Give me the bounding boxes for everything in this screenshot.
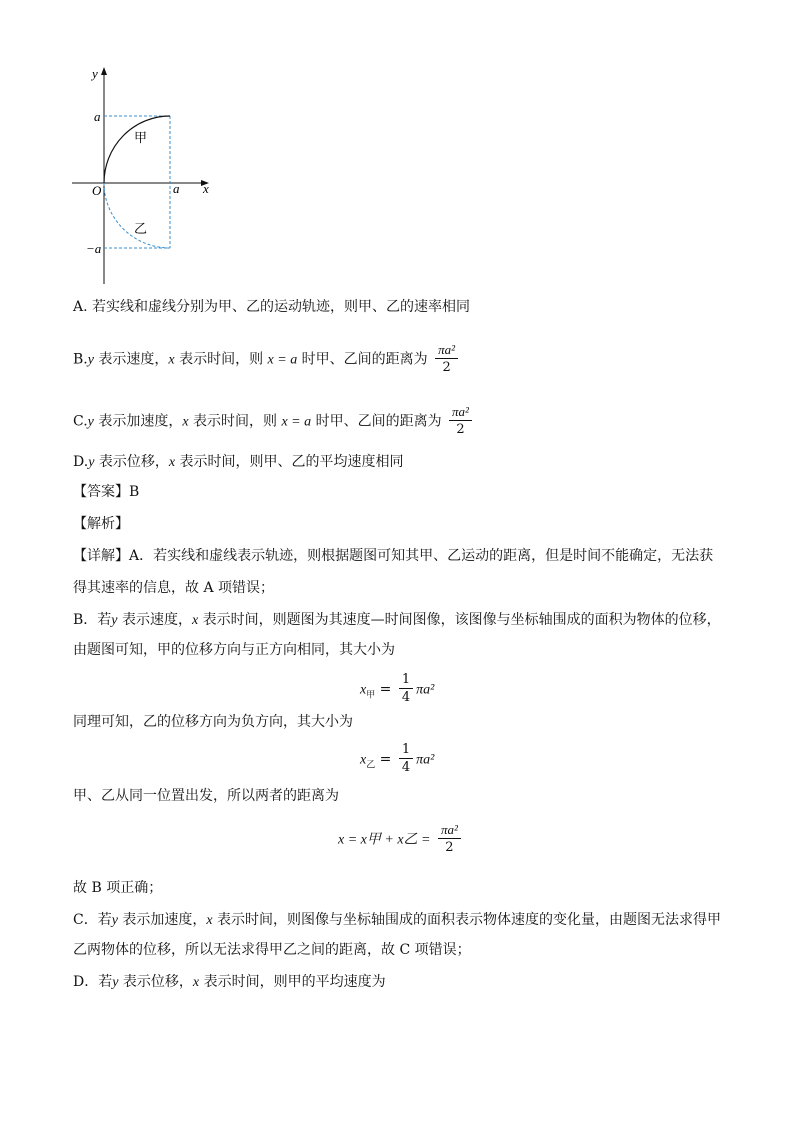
eq-equals: = <box>375 681 396 698</box>
eq-fraction <box>438 822 461 857</box>
eq-distance-lhs: x = x甲 + x乙 = <box>338 832 431 848</box>
explain-c-text-1: 表示加速度， <box>117 912 207 928</box>
motion-graph-figure <box>66 62 226 290</box>
explain-b-text-2: 表示时间，则题图为其速度—时间图像，该图像与坐标轴围成的面积为物体的位移， <box>198 612 721 628</box>
option-d-text-2: 表示时间，则甲、乙的平均速度相同 <box>175 454 404 470</box>
explain-b-line-2 <box>73 640 395 660</box>
var-x: x <box>192 975 200 990</box>
option-a-text: A. 若实线和虚线分别为甲、乙的运动轨迹，则甲、乙的速率相同 <box>73 299 471 315</box>
eq-fraction <box>399 672 413 707</box>
frac-denominator: 2 <box>456 422 465 437</box>
option-b-text-3: 时甲、乙间的距离为 <box>297 351 428 368</box>
explain-c-text-2: 表示时间，则图像与坐标轴围成的面积表示物体速度的变化量，由题图无法求得甲 <box>212 912 722 928</box>
explain-b-text-6: 故 B 项正确； <box>73 880 163 896</box>
eq-rhs: πa² <box>416 682 435 698</box>
explain-a-text-1: 【详解】A．若实线和虚线表示轨迹，则根据题图可知其甲、乙运动的距离，但是时间不能确定，无法获 <box>73 548 714 564</box>
eq-equals: = <box>375 751 396 768</box>
option-b-text-1: 表示速度， <box>93 351 169 368</box>
option-d-text-1: 表示位移， <box>94 454 169 470</box>
option-c-prefix: C. <box>73 413 88 430</box>
option-c <box>73 404 475 439</box>
equation-yi <box>360 742 434 777</box>
a-top-label: a <box>94 109 101 124</box>
var-x: x <box>191 613 199 628</box>
frac-numerator: πa² <box>438 822 461 839</box>
answer-text: 【答案】B <box>73 484 140 500</box>
eq-var: x <box>360 682 367 698</box>
explain-b-text-4: 同理可知，乙的位移方向为负方向，其大小为 <box>73 714 353 730</box>
jia-label: 甲 <box>134 131 148 146</box>
answer-line <box>73 482 139 502</box>
explain-c-line-1 <box>73 910 721 931</box>
explain-d-text-2: 表示时间，则甲的平均速度为 <box>199 974 386 990</box>
frac-numerator: 1 <box>399 672 413 689</box>
var-y: y <box>111 613 118 628</box>
analysis-heading <box>73 514 129 534</box>
frac-numerator: πa² <box>435 342 458 359</box>
explain-b-text-5: 甲、乙从同一位置出发，所以两者的距离为 <box>73 788 339 804</box>
equation-jia <box>360 672 434 707</box>
a-right-label: a <box>173 181 180 196</box>
option-b-prefix: B. <box>73 351 88 368</box>
neg-a-label: −a <box>86 241 102 256</box>
yi-label: 乙 <box>134 222 148 237</box>
analysis-heading-text: 【解析】 <box>73 516 129 532</box>
explain-b-line-3 <box>73 712 353 732</box>
option-c-text-2: 表示时间，则 <box>188 413 282 430</box>
eq-var: x <box>360 752 367 768</box>
option-b <box>73 342 461 377</box>
var-y: y <box>87 352 94 368</box>
explain-c-prefix: C．若 <box>73 912 112 928</box>
frac-denominator: 2 <box>442 360 451 375</box>
y-axis-arrow <box>101 67 107 75</box>
explain-b-line-1 <box>73 610 721 631</box>
explain-d-prefix: D．若 <box>73 974 113 990</box>
explain-a-line-2 <box>73 578 274 598</box>
curve-jia <box>104 116 170 183</box>
explain-c-line-2 <box>73 940 471 960</box>
var-y: y <box>112 975 119 990</box>
explain-a-line-1 <box>73 546 713 566</box>
option-c-fraction <box>449 404 472 439</box>
explain-b-line-4 <box>73 786 339 806</box>
frac-denominator: 4 <box>401 760 411 775</box>
eq-sub-yi: 乙 <box>366 760 376 771</box>
explain-c-text-3: 乙两物体的位移，所以无法求得甲乙之间的距离，故 C 项错误； <box>73 942 471 958</box>
option-c-text-3: 时甲、乙间的距离为 <box>311 413 442 430</box>
option-b-fraction <box>435 342 458 377</box>
curve-yi <box>104 183 170 248</box>
option-c-text-1: 表示加速度， <box>93 413 183 430</box>
var-y: y <box>88 455 95 470</box>
var-x: x <box>182 414 189 430</box>
eq-sub-jia: 甲 <box>366 690 376 701</box>
x-axis-label: x <box>203 181 209 196</box>
option-d <box>73 452 404 473</box>
var-x: x <box>168 352 175 368</box>
option-a <box>73 297 470 317</box>
explain-b-text-3: 由题图可知，甲的位移方向与正方向相同，其大小为 <box>73 642 395 658</box>
explain-d-text-1: 表示位移， <box>118 974 193 990</box>
explain-a-text-2: 得其速率的信息，故 A 项错误； <box>73 580 275 596</box>
frac-denominator: 4 <box>401 690 411 705</box>
frac-numerator: πa² <box>449 404 472 421</box>
origin-label: O <box>92 183 102 198</box>
eq-fraction <box>399 742 413 777</box>
explain-d-line-1 <box>73 972 386 993</box>
var-y: y <box>111 913 118 928</box>
eq-rhs: πa² <box>416 752 435 768</box>
explain-b-prefix: B．若 <box>73 612 112 628</box>
explain-b-line-5 <box>73 878 162 898</box>
var-y: y <box>87 414 94 430</box>
var-x: x <box>168 455 176 470</box>
option-b-text-2: 表示时间，则 <box>174 351 268 368</box>
explain-b-text-1: 表示速度， <box>117 612 192 628</box>
frac-denominator: 2 <box>445 840 454 855</box>
equation-distance <box>338 822 464 857</box>
x-eq-a: x = a <box>281 414 312 430</box>
option-d-prefix: D. <box>73 454 89 470</box>
frac-numerator: 1 <box>399 742 413 759</box>
y-axis-label: y <box>92 66 98 81</box>
var-x: x <box>206 913 213 928</box>
x-eq-a: x = a <box>267 352 298 368</box>
